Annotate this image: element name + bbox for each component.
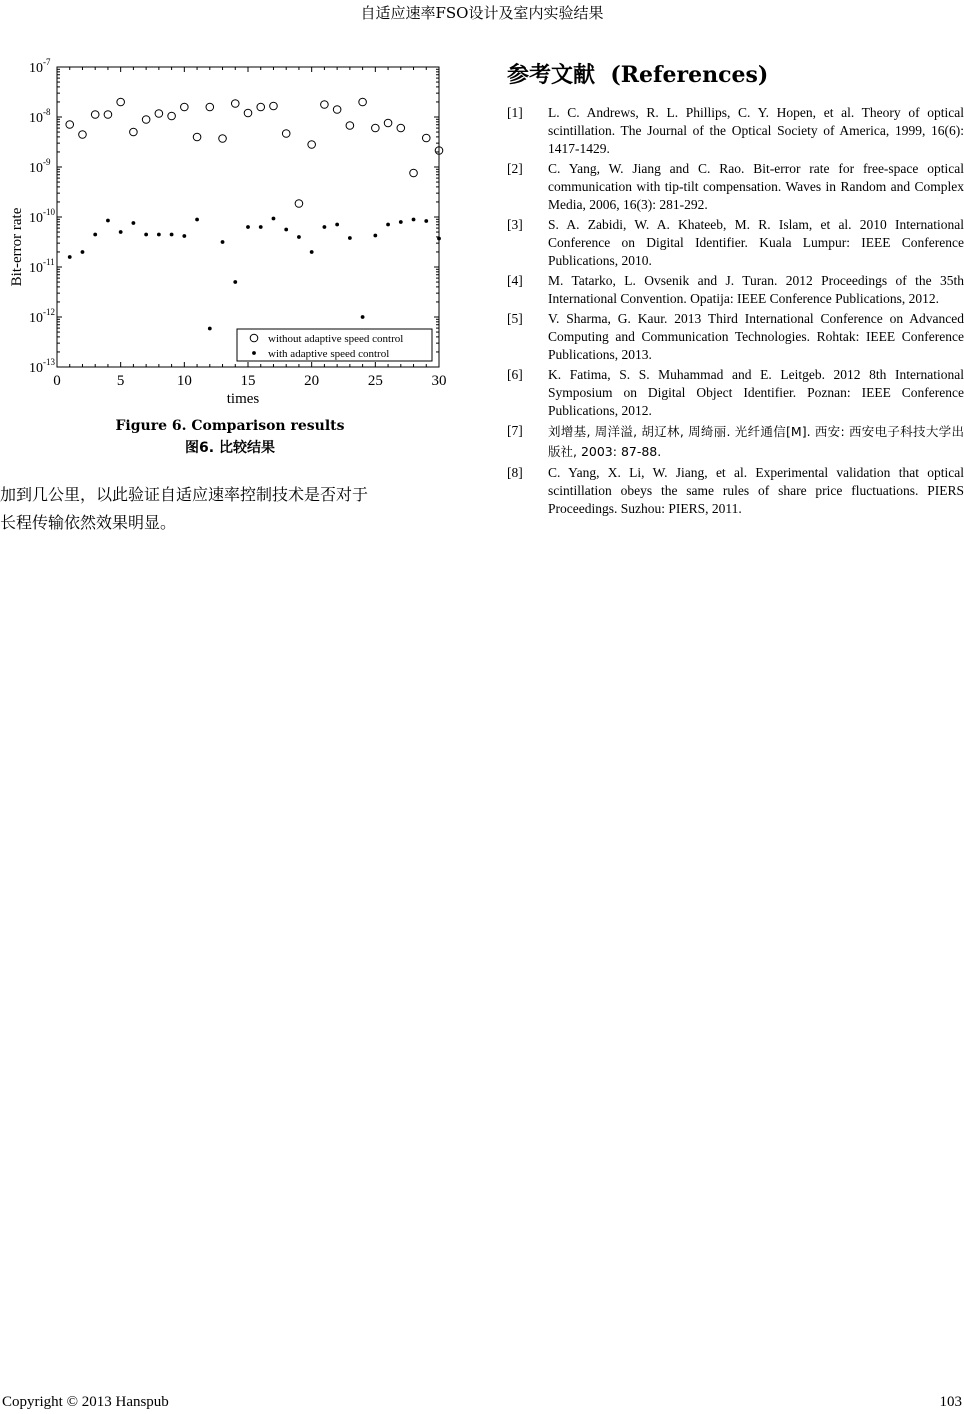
reference-text: V. Sharma, G. Kaur. 2013 Third International Conference on Advanced Computing and Communication Technologies. Rohtak: IEEE Conference Publications, 2013.	[548, 311, 964, 362]
references-heading	[507, 58, 768, 89]
x-tick-label: 5	[116, 373, 125, 389]
reference-number: [8]	[507, 465, 523, 480]
reference-number: [5]	[507, 311, 523, 326]
data-point-with-adaptive	[348, 236, 352, 240]
legend-label: without adaptive speed control	[268, 333, 404, 345]
x-axis-label: times	[226, 391, 260, 405]
figure-caption-zh: 图6. 比较结果	[185, 440, 275, 456]
y-tick-label: $10^{-8}$	[29, 107, 51, 126]
data-point-without-adaptive	[359, 98, 367, 106]
data-point-with-adaptive	[132, 221, 136, 225]
reference-text: 刘增基, 周洋溢, 胡辽林, 周绮丽. 光纤通信[M]. 西安: 西安电子科技大学出版社, 2003: 87-88.	[548, 424, 964, 459]
data-point-without-adaptive	[181, 103, 189, 111]
figure-caption-en: Figure 6. Comparison results	[115, 418, 345, 434]
data-point-with-adaptive	[297, 235, 301, 239]
x-tick-label: 20	[304, 373, 320, 389]
data-point-with-adaptive	[106, 219, 110, 223]
data-point-without-adaptive	[257, 103, 265, 111]
legend-marker-dot	[252, 351, 256, 355]
footer-page-number: 103	[939, 1394, 962, 1410]
reference-text: K. Fatima, S. S. Muhammad and E. Leitgeb. 2012 8th International Symposium on Digital Object Identifier. Poznan: IEEE Conference Publications, 2012.	[548, 367, 964, 418]
reference-text: L. C. Andrews, R. L. Phillips, C. Y. Hopen, et al. Theory of optical scintillation. The Journal of the Optical Society of America, 1999, 16(6): 1417-1429.	[548, 105, 964, 156]
data-point-with-adaptive	[68, 255, 72, 259]
reference-item	[507, 272, 964, 308]
reference-text: S. A. Zabidi, W. A. Khateeb, M. R. Islam, et al. 2010 International Conference on Digital Identifier. Kuala Lumpur: IEEE Conference Publications, 2010.	[548, 217, 964, 268]
reference-number: [1]	[507, 105, 523, 120]
data-point-without-adaptive	[142, 116, 150, 124]
references-heading-zh: 参考文献	[507, 63, 596, 88]
data-point-without-adaptive	[270, 102, 278, 110]
data-point-with-adaptive	[170, 233, 174, 237]
y-tick-label: $10^{-7}$	[29, 57, 51, 76]
data-point-without-adaptive	[410, 169, 418, 177]
x-tick-label: 0	[53, 373, 61, 389]
data-point-with-adaptive	[93, 233, 97, 237]
references-heading-en: (References)	[610, 62, 769, 88]
data-point-without-adaptive	[231, 100, 239, 108]
data-point-with-adaptive	[221, 240, 225, 244]
data-point-with-adaptive	[335, 223, 339, 227]
data-point-without-adaptive	[79, 131, 87, 139]
running-header: 自适应速率FSO设计及室内实验结果	[360, 4, 604, 22]
comparison-scatter-chart	[0, 55, 460, 405]
data-point-with-adaptive	[437, 237, 441, 241]
data-point-with-adaptive	[386, 223, 390, 227]
x-tick-label: 15	[240, 373, 256, 389]
body-line: 加到几公里，以此验证自适应速率控制技术是否对于	[0, 485, 369, 504]
y-tick-label: $10^{-13}$	[29, 357, 55, 376]
data-point-without-adaptive	[206, 103, 214, 111]
legend-label: with adaptive speed control	[268, 348, 390, 360]
data-point-with-adaptive	[284, 228, 288, 232]
reference-text: C. Yang, X. Li, W. Jiang, et al. Experimental validation that optical scintillation obeys the same rules of share price fluctuations. PIERS Proceedings. Suzhou: PIERS, 2011.	[548, 465, 964, 516]
data-point-without-adaptive	[193, 133, 201, 141]
data-point-with-adaptive	[246, 225, 250, 229]
data-point-with-adaptive	[272, 217, 276, 221]
reference-text: M. Tatarko, L. Ovsenik and J. Turan. 2012 Proceedings of the 35th International Convention. Opatija: IEEE Conference Publications, 2012.	[548, 273, 964, 306]
footer-copyright: Copyright © 2013 Hanspub	[2, 1394, 169, 1410]
y-tick-label: $10^{-10}$	[29, 207, 55, 226]
y-tick-label: $10^{-11}$	[29, 257, 55, 276]
data-point-without-adaptive	[346, 122, 354, 130]
reference-number: [4]	[507, 273, 523, 288]
data-point-with-adaptive	[310, 250, 314, 254]
data-point-without-adaptive	[384, 119, 392, 127]
data-point-without-adaptive	[66, 121, 74, 129]
data-point-without-adaptive	[91, 111, 99, 119]
data-point-without-adaptive	[282, 130, 290, 138]
data-point-with-adaptive	[399, 220, 403, 224]
reference-item	[507, 216, 964, 270]
reference-item	[507, 422, 964, 462]
y-axis-label: Bit-error rate	[9, 207, 25, 287]
data-point-without-adaptive	[333, 106, 341, 114]
data-point-with-adaptive	[233, 280, 237, 284]
data-point-without-adaptive	[168, 112, 176, 120]
data-point-with-adaptive	[361, 315, 365, 319]
reference-item	[507, 160, 964, 214]
data-point-without-adaptive	[295, 200, 303, 208]
data-point-without-adaptive	[308, 141, 316, 149]
data-point-with-adaptive	[81, 250, 85, 254]
reference-number: [6]	[507, 367, 523, 382]
data-point-without-adaptive	[321, 101, 329, 109]
y-tick-label: $10^{-9}$	[29, 157, 51, 176]
reference-number: [7]	[507, 423, 523, 438]
data-point-without-adaptive	[117, 98, 125, 106]
reference-item	[507, 366, 964, 420]
x-tick-label: 10	[176, 373, 192, 389]
body-paragraph	[0, 481, 465, 537]
data-point-with-adaptive	[144, 233, 148, 237]
body-line: 长程传输依然效果明显。	[0, 513, 177, 532]
reference-item	[507, 310, 964, 364]
data-point-with-adaptive	[208, 327, 212, 331]
data-point-without-adaptive	[219, 135, 227, 143]
data-point-with-adaptive	[424, 219, 428, 223]
data-point-without-adaptive	[104, 111, 112, 119]
data-point-with-adaptive	[412, 218, 416, 222]
reference-item	[507, 464, 964, 518]
data-point-without-adaptive	[130, 128, 138, 136]
x-tick-label: 30	[431, 373, 447, 389]
x-tick-label: 25	[367, 373, 383, 389]
figure-6	[0, 55, 460, 405]
data-point-without-adaptive	[422, 134, 430, 142]
data-point-with-adaptive	[182, 234, 186, 238]
data-point-with-adaptive	[373, 234, 377, 238]
data-point-with-adaptive	[119, 230, 123, 234]
y-tick-label: $10^{-12}$	[29, 307, 55, 326]
data-point-without-adaptive	[155, 110, 163, 118]
data-point-with-adaptive	[195, 218, 199, 222]
data-point-with-adaptive	[323, 225, 327, 229]
data-point-without-adaptive	[397, 124, 405, 132]
reference-number: [3]	[507, 217, 523, 232]
reference-item	[507, 104, 964, 158]
data-point-without-adaptive	[372, 124, 380, 132]
data-point-with-adaptive	[259, 225, 263, 229]
plot-frame	[57, 67, 439, 367]
reference-list	[507, 104, 964, 520]
reference-number: [2]	[507, 161, 523, 176]
data-point-with-adaptive	[157, 233, 161, 237]
data-point-without-adaptive	[244, 109, 252, 117]
reference-text: C. Yang, W. Jiang and C. Rao. Bit-error rate for free-space optical communication with tip-tilt compensation. Waves in Random and Complex Media, 2006, 16(3): 281-292.	[548, 161, 964, 212]
